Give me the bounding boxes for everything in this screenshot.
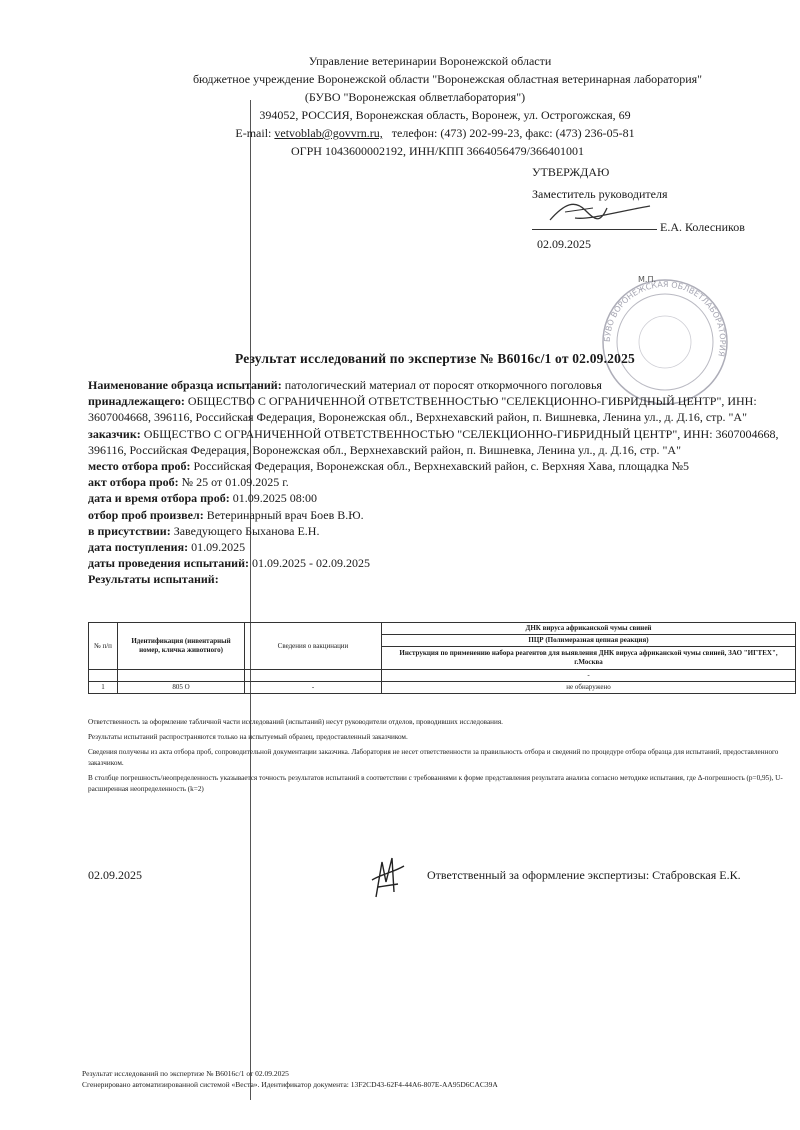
field-owner-value: ОБЩЕСТВО С ОГРАНИЧЕННОЙ ОТВЕТСТВЕННОСТЬЮ "СЕЛЕКЦИОННО-ГИБРИДНЫЙ ЦЕНТР", ИНН: 3607004668, 396116, Российская Федерация, Воронежская обл., Верхнехавский район, п. Вишневка, Ленина ул., д. Д.16, стр. "А" [88,394,757,425]
email-link[interactable]: vetvoblab@govvrn.ru, [274,126,383,140]
field-datetime [88,490,796,506]
header-contacts [0,124,800,142]
field-presence-value: Заведующего Быханова Е.Н. [170,523,320,538]
field-testdates-value: 01.09.2025 - 02.09.2025 [248,556,370,571]
note-scope: Результаты испытаний распространяются только на испытуемый образец, предоставленный заказчиком. [88,733,408,741]
document-body [88,377,796,588]
field-received-value: 01.09.2025 [188,540,246,555]
field-datetime-value: 01.09.2025 08:00 [229,491,318,506]
stamp-mp-label: М.П. [638,275,657,284]
field-sampler-value: Ветеринарный врач Боев В.Ю. [203,507,364,522]
results-table [88,622,796,694]
col-header-id: Идентификация (инвентарный номер, кличка животного) [118,623,245,670]
field-presence [88,523,796,539]
header-org-name: бюджетное учреждение Воронежской области "Воронежская областная ветеринарная лаборатория" [192,72,703,86]
svg-text:БУВО ВОРОНЕЖСКАЯ ОБЛВЕТЛАБОРАТ [603,280,727,357]
table-row [89,682,796,694]
field-sampler-label: отбор проб произвел: [88,507,204,522]
notes-section [88,717,798,799]
field-received [88,539,796,555]
document-title: Результат исследований по экспертизе № В6016с/1 от 02.09.2025 [235,351,635,366]
field-place-value: Российская Федерация, Воронежская обл., Верхнехавский район, с. Верхняя Хава, площадка №5 [190,459,690,474]
field-sample-label: Наименование образца испытаний: [88,378,282,392]
field-act-label: акт отбора проб: [88,475,179,490]
field-place [88,458,796,474]
field-sample-value: патологический материал от поросят откормочного поголовья [281,378,602,392]
field-sample [88,377,796,393]
table-dash-row [89,670,796,682]
table-dash-cell: - [382,670,796,682]
note-uncertainty: В столбце погрешность/неопределенность указывается точность результатов испытаний в соответствии с требованиями к форме представления результата анализа согласно методике испытания, где Δ-погрешность (p=0,95), U-расширенная неопределенность (k=2) [88,774,783,793]
note-responsibility: Ответственность за оформление табличной части исследований (испытаний) несут руководители отделов, проводивших исследования. [88,718,503,726]
col-header-instruction: Инструкция по применению набора реагентов для выявления ДНК вируса африканской чумы свиней, ЗАО "ИГТЕХ", г.Москва [382,647,796,670]
field-received-label: дата поступления: [88,540,189,555]
field-act-value: № 25 от 01.09.2025 г. [178,475,289,490]
col-header-dna: ДНК вируса африканской чумы свиней [382,623,796,635]
note-source: Сведения получены из акта отбора проб, сопроводительной документации заказчика. Лаборатория не несет ответственности за правильность отбора и сведений по процедуре отбора образца для испытаний, предоставленного заказчиком. [88,748,779,767]
header-registration: ОГРН 1043600002192, ИНН/КПП 3664056479/366401001 [291,144,584,158]
table-dash-cell-3 [245,670,382,682]
responsible-signature-icon [368,852,408,902]
field-datetime-label: дата и время отбора проб: [88,491,230,506]
row-id: 805 О [118,682,245,694]
email-label: E-mail: [235,126,272,140]
field-testdates-label: даты проведения испытаний: [88,556,249,571]
footer-reference: Результат исследований по экспертизе № В6016с/1 от 02.09.2025 [82,1069,289,1078]
field-customer [88,426,796,458]
approval-position: Заместитель руководителя [532,187,668,201]
responsible-person: Ответственный за оформление экспертизы: Стабровская Е.К. [427,868,741,882]
field-customer-label: заказчик: [88,426,141,441]
col-header-num: № п/п [89,623,118,670]
field-owner-label: принадлежащего: [88,394,185,409]
scan-artifact-line [250,100,251,1100]
approver-signature-icon [545,198,655,230]
field-owner [88,393,796,425]
approval-title: УТВЕРЖДАЮ [532,165,610,179]
header-org-short: (БУВО "Воронежская облветлаборатория") [304,90,526,104]
header-ministry: Управление ветеринарии Воронежской области [308,54,552,68]
col-header-method: ПЦР (Полимеразная цепная реакция) [382,635,796,647]
header-address: 394052, РОССИЯ, Воронежская область, Воронеж, ул. Острогожская, 69 [259,108,631,122]
signature-date: 02.09.2025 [88,868,142,882]
approval-block [532,163,782,203]
table-dash-cell-1 [89,670,118,682]
field-act [88,474,796,490]
table-dash-cell-2 [118,670,245,682]
col-header-vaccination: Сведения о вакцинации [245,623,382,670]
approver-name: Е.А. Колесников [660,220,745,234]
row-result: не обнаружено [382,682,796,694]
field-testdates [88,555,796,571]
field-sampler [88,507,796,523]
row-num: 1 [89,682,118,694]
field-place-label: место отбора проб: [88,459,191,474]
stamp-ring-text: БУВО ВОРОНЕЖСКАЯ ОБЛВЕТЛАБОРАТОРИЯ [602,279,728,358]
phone-text: телефон: (473) 202-99-23, факс: (473) 236-05-81 [391,126,635,140]
document-footer [82,1068,498,1090]
table-header-row [89,623,796,635]
approval-signature-line [532,229,657,230]
footer-generated: Сгенерировано автоматизированной системой «Веста». Идентификатор документа: 13F2CD43-62F4-44A6-807E-AA95D6CAC39A [82,1080,498,1089]
field-customer-value: ОБЩЕСТВО С ОГРАНИЧЕННОЙ ОТВЕТСТВЕННОСТЬЮ "СЕЛЕКЦИОННО-ГИБРИДНЫЙ ЦЕНТР", ИНН: 3607004668, 396116, Российская Федерация, Воронежская обл., Верхнехавский район, п. Вишневка, Ленина ул., д. Д.16, стр. "А" [88,426,779,457]
field-results [88,571,796,587]
row-vaccination: - [245,682,382,694]
org-header [0,52,800,160]
field-presence-label: в присутствии: [88,523,171,538]
approval-date: 02.09.2025 [537,237,591,251]
field-results-label: Результаты испытаний: [88,572,219,587]
